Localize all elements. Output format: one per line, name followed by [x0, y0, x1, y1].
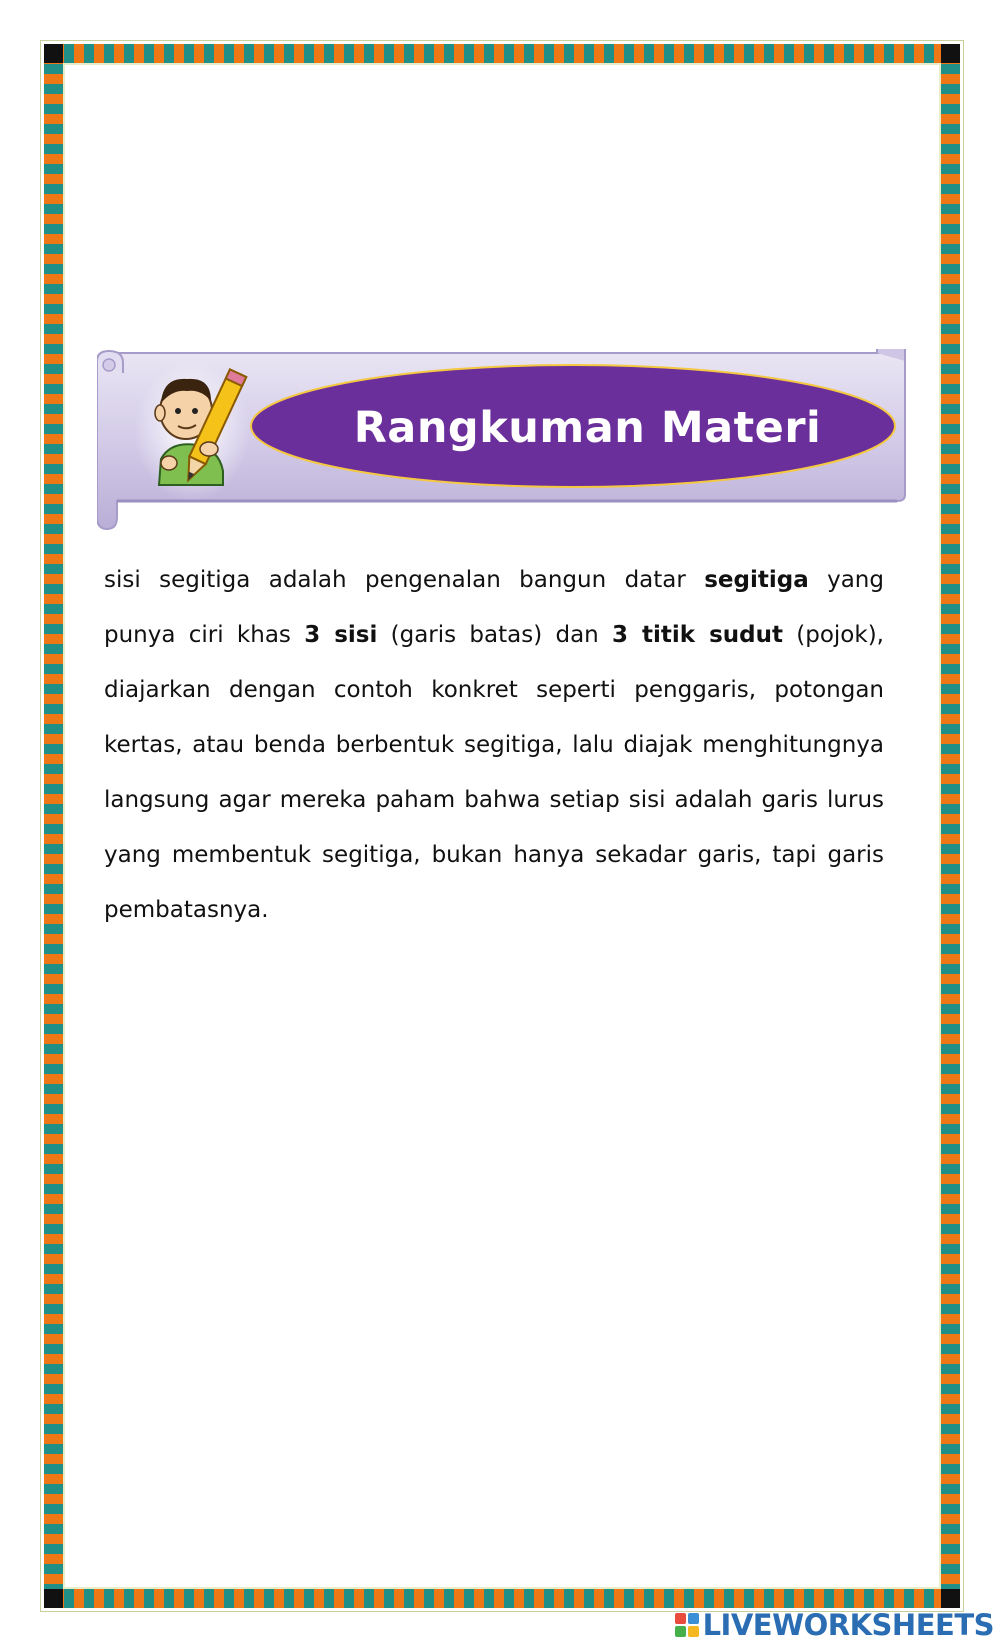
border-left [44, 44, 63, 1608]
border-corner-bottom-left [44, 1589, 63, 1608]
border-top [44, 44, 960, 63]
logo-blocks-icon [675, 1613, 699, 1637]
bold-term-3-sisi: 3 sisi [304, 622, 378, 648]
liveworksheets-logo[interactable] [675, 1607, 994, 1643]
brand-name: LIVEWORKSHEETS [702, 1608, 994, 1642]
text-segment: sisi segitiga adalah pengenalan bangun datar [104, 567, 705, 593]
page-title: Rangkuman Materi [353, 403, 822, 453]
pencil-boy-icon [141, 359, 251, 499]
border-bottom [44, 1589, 960, 1608]
bold-term-3-titik-sudut: 3 titik sudut [612, 622, 783, 648]
text-segment: (garis batas) dan [377, 622, 613, 648]
text-segment: yang punya ciri khas [104, 567, 884, 648]
bold-term-segitiga: segitiga [704, 567, 809, 593]
border-corner-top-right [941, 44, 960, 63]
summary-paragraph [104, 553, 884, 938]
border-corner-bottom-right [941, 1589, 960, 1608]
border-corner-top-left [44, 44, 63, 63]
text-segment: (pojok), diajarkan dengan contoh konkret seperti penggaris, potongan kertas, atau benda berbentuk segitiga, lalu diajak menghitungnya langsung agar mereka paham bahwa setiap sisi adalah garis lurus yang membentuk segitiga, bukan hanya sekadar garis, tapi garis pembatasnya. [104, 622, 884, 923]
border-right [941, 44, 960, 1608]
